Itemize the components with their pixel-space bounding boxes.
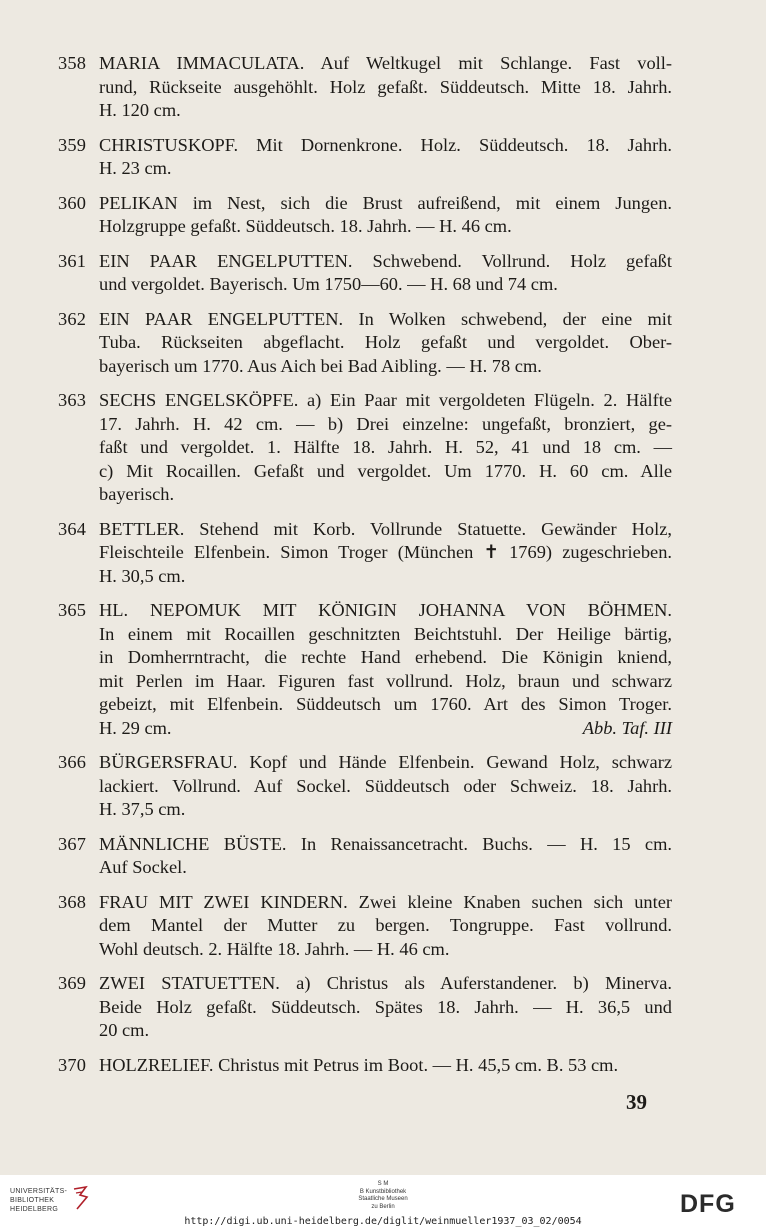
sm-lines-line: zu Berlin bbox=[371, 1203, 395, 1210]
entry-text: PELIKAN im Nest, sich die Brust aufreißend, mit einem Jungen. bbox=[99, 192, 672, 213]
entry-text: dem Mantel der Mutter zu bergen. Tongruppe. Fast vollrund. bbox=[99, 915, 672, 935]
entry-text: und vergoldet. Bayerisch. Um 1750—60. — H. 68 und 74 cm. bbox=[99, 274, 558, 294]
entry-number: 368 bbox=[58, 891, 87, 912]
entry-text: Auf Sockel. bbox=[99, 857, 187, 877]
entry-text-line bbox=[99, 1054, 672, 1078]
entry-text: Holzgruppe gefaßt. Süddeutsch. 18. Jahrh. — H. 46 cm. bbox=[99, 216, 512, 236]
entry-text: H. 23 cm. bbox=[99, 158, 172, 178]
entry-text-line bbox=[99, 833, 672, 857]
sm-lines-line: S M bbox=[377, 1181, 389, 1187]
entry-text: 20 cm. bbox=[99, 1020, 150, 1040]
entry-text-line bbox=[99, 413, 672, 437]
catalog-entries bbox=[58, 52, 672, 1088]
source-url[interactable]: http://digi.ub.uni-heidelberg.de/diglit/weinmueller1937_03_02/0054 bbox=[184, 1216, 582, 1227]
entry-description bbox=[99, 389, 672, 507]
uni-lines-line: HEIDELBERG bbox=[10, 1206, 59, 1213]
catalog-entry bbox=[58, 833, 672, 880]
dfg-logo[interactable]: DFG bbox=[680, 1190, 736, 1218]
entry-text: Beide Holz gefaßt. Süddeutsch. Spätes 18. Jahrh. — H. 36,5 und bbox=[99, 996, 672, 1017]
entry-description bbox=[99, 891, 672, 962]
catalog-entry bbox=[58, 972, 672, 1043]
sm-lines-line: B Kunstbibliothek bbox=[359, 1188, 407, 1195]
entry-text-line bbox=[99, 972, 672, 996]
entry-text-line bbox=[99, 891, 672, 915]
entry-text-line bbox=[99, 751, 672, 775]
entry-text: c) Mit Rocaillen. Gefaßt und vergoldet. Um 1770. H. 60 cm. Alle bbox=[99, 460, 672, 481]
entry-text: HL. NEPOMUK MIT KÖNIGIN JOHANNA VON BÖHMEN. bbox=[99, 600, 672, 620]
entry-number: 366 bbox=[58, 752, 87, 772]
entry-text: EIN PAAR ENGELPUTTEN. In Wolken schwebend, der eine mit bbox=[99, 308, 672, 329]
entry-text: H. 120 cm. bbox=[99, 100, 181, 120]
entry-text-line bbox=[99, 99, 672, 123]
entry-text: Fleischteile Elfenbein. Simon Troger (München ✝ 1769) zugeschrieben. bbox=[99, 542, 672, 562]
entry-number: 363 bbox=[58, 390, 87, 410]
entry-description bbox=[99, 518, 672, 589]
entry-text: BETTLER. Stehend mit Korb. Vollrunde Statuette. Gewänder Holz, bbox=[99, 518, 672, 539]
catalog-entry bbox=[58, 308, 672, 379]
entry-text-line bbox=[99, 273, 672, 297]
entry-text-line bbox=[99, 331, 672, 355]
entry-text-line bbox=[99, 52, 672, 76]
entry-text-line bbox=[99, 308, 672, 332]
entry-text: H. 37,5 cm. bbox=[99, 799, 186, 819]
entry-number: 362 bbox=[58, 308, 87, 329]
entry-number: 358 bbox=[58, 53, 87, 73]
catalog-entry bbox=[58, 599, 672, 740]
entry-text: Tuba. Rückseiten abgeflacht. Holz gefaßt und vergoldet. Ober- bbox=[99, 332, 672, 352]
catalog-entry bbox=[58, 518, 672, 589]
entry-text-line bbox=[99, 389, 672, 413]
entry-text-line bbox=[99, 717, 672, 741]
entry-text-line bbox=[99, 996, 672, 1020]
page-number: 39 bbox=[626, 1090, 647, 1114]
entry-text-line bbox=[99, 775, 672, 799]
entry-text-line bbox=[99, 518, 672, 542]
entry-description bbox=[99, 751, 672, 822]
entry-text: CHRISTUSKOPF. Mit Dornenkrone. Holz. Süddeutsch. 18. Jahrh. bbox=[99, 134, 672, 155]
entry-text-line bbox=[99, 250, 672, 274]
entry-text: MÄNNLICHE BÜSTE. In Renaissancetracht. Buchs. — H. 15 cm. bbox=[99, 833, 672, 854]
entry-number: 359 bbox=[58, 134, 87, 155]
entry-number: 370 bbox=[58, 1054, 87, 1075]
entry-description bbox=[99, 192, 672, 239]
catalog-entry bbox=[58, 389, 672, 507]
entry-text-line bbox=[99, 693, 672, 717]
sm-lines-line: Staatliche Museen bbox=[358, 1196, 408, 1202]
catalog-entry bbox=[58, 751, 672, 822]
entry-text: gebeizt, mit Elfenbein. Süddeutsch um 1760. Art des Simon Troger. bbox=[99, 694, 672, 714]
entry-description bbox=[99, 972, 672, 1043]
entry-text: SECHS ENGELSKÖPFE. a) Ein Paar mit vergoldeten Flügeln. 2. Hälfte bbox=[99, 390, 672, 410]
entry-text: ZWEI STATUETTEN. a) Christus als Auferstandener. b) Minerva. bbox=[99, 973, 672, 993]
entry-text-line bbox=[99, 157, 672, 181]
heidelberg-logo-icon[interactable] bbox=[72, 1185, 90, 1211]
entry-number: 365 bbox=[58, 600, 87, 620]
entry-text-line bbox=[99, 355, 672, 379]
entry-text-line bbox=[99, 856, 672, 880]
entry-number: 367 bbox=[58, 833, 87, 854]
entry-description bbox=[99, 599, 672, 740]
catalog-entry bbox=[58, 1054, 672, 1078]
catalog-entry bbox=[58, 250, 672, 297]
entry-text: bayerisch um 1770. Aus Aich bei Bad Aibling. — H. 78 cm. bbox=[99, 355, 542, 376]
entry-text: in Domherrntracht, die rechte Hand erhebend. Die Königin kniend, bbox=[99, 647, 672, 667]
entry-text: 17. Jahrh. H. 42 cm. — b) Drei einzelne: ungefaßt, bronziert, ge- bbox=[99, 413, 672, 434]
entry-text-line bbox=[99, 623, 672, 647]
uni-lines-line: UNIVERSITÄTS- bbox=[10, 1188, 68, 1195]
staatliche-museen-logo-text[interactable] bbox=[338, 1181, 428, 1211]
entry-description bbox=[99, 52, 672, 123]
entry-text-line bbox=[99, 914, 672, 938]
entry-number: 364 bbox=[58, 518, 87, 539]
entry-text-line bbox=[99, 599, 672, 623]
entry-text-line bbox=[99, 646, 672, 670]
entry-text-line bbox=[99, 798, 672, 822]
entry-text-line bbox=[99, 215, 672, 239]
entry-text-line bbox=[99, 541, 672, 565]
entry-number: 361 bbox=[58, 250, 87, 271]
entry-text-line bbox=[99, 938, 672, 962]
entry-text-line bbox=[99, 134, 672, 158]
entry-text-line bbox=[99, 192, 672, 216]
entry-text-line bbox=[99, 76, 672, 100]
entry-text: mit Perlen im Haar. Figuren fast vollrund. Holz, braun und schwarz bbox=[99, 670, 672, 691]
entry-text-line bbox=[99, 565, 672, 589]
entry-description bbox=[99, 833, 672, 880]
entry-text: H. 29 cm. bbox=[99, 717, 172, 738]
entry-text: Wohl deutsch. 2. Hälfte 18. Jahrh. — H. 46 cm. bbox=[99, 938, 450, 959]
entry-description bbox=[99, 308, 672, 379]
entry-text-line bbox=[99, 460, 672, 484]
entry-text: FRAU MIT ZWEI KINDERN. Zwei kleine Knaben suchen sich unter bbox=[99, 891, 672, 912]
entry-description bbox=[99, 1054, 672, 1078]
entry-text: BÜRGERSFRAU. Kopf und Hände Elfenbein. Gewand Holz, schwarz bbox=[99, 752, 672, 772]
catalog-entry bbox=[58, 891, 672, 962]
catalog-entry bbox=[58, 192, 672, 239]
entry-text-line bbox=[99, 483, 672, 507]
entry-text-line bbox=[99, 436, 672, 460]
entry-text: HOLZRELIEF. Christus mit Petrus im Boot. — H. 45,5 cm. B. 53 cm. bbox=[99, 1054, 619, 1075]
entry-text: H. 30,5 cm. bbox=[99, 565, 186, 586]
catalog-entry bbox=[58, 52, 672, 123]
entry-number: 360 bbox=[58, 192, 87, 213]
entry-text: EIN PAAR ENGELPUTTEN. Schwebend. Vollrund. Holz gefaßt bbox=[99, 250, 672, 271]
digitization-footer bbox=[0, 1175, 766, 1230]
entry-text: lackiert. Vollrund. Auf Sockel. Süddeutsch oder Schweiz. 18. Jahrh. bbox=[99, 775, 672, 796]
entry-text: MARIA IMMACULATA. Auf Weltkugel mit Schlange. Fast voll- bbox=[99, 53, 672, 73]
entry-text: rund, Rückseite ausgehöhlt. Holz gefaßt. Süddeutsch. Mitte 18. Jahrh. bbox=[99, 76, 672, 97]
university-library-logo-text[interactable] bbox=[10, 1187, 67, 1214]
entry-description bbox=[99, 250, 672, 297]
entry-number: 369 bbox=[58, 973, 87, 993]
entry-text: In einem mit Rocaillen geschnitzten Beichtstuhl. Der Heilige bärtig, bbox=[99, 623, 672, 644]
entry-text-line bbox=[99, 1019, 672, 1043]
uni-lines-line: BIBLIOTHEK bbox=[10, 1197, 55, 1204]
entry-description bbox=[99, 134, 672, 181]
entry-text: faßt und vergoldet. 1. Hälfte 18. Jahrh. H. 52, 41 und 18 cm. — bbox=[99, 437, 672, 457]
entry-text-line bbox=[99, 670, 672, 694]
plate-reference: Abb. Taf. III bbox=[582, 717, 672, 738]
catalog-entry bbox=[58, 134, 672, 181]
entry-text: bayerisch. bbox=[99, 484, 175, 504]
